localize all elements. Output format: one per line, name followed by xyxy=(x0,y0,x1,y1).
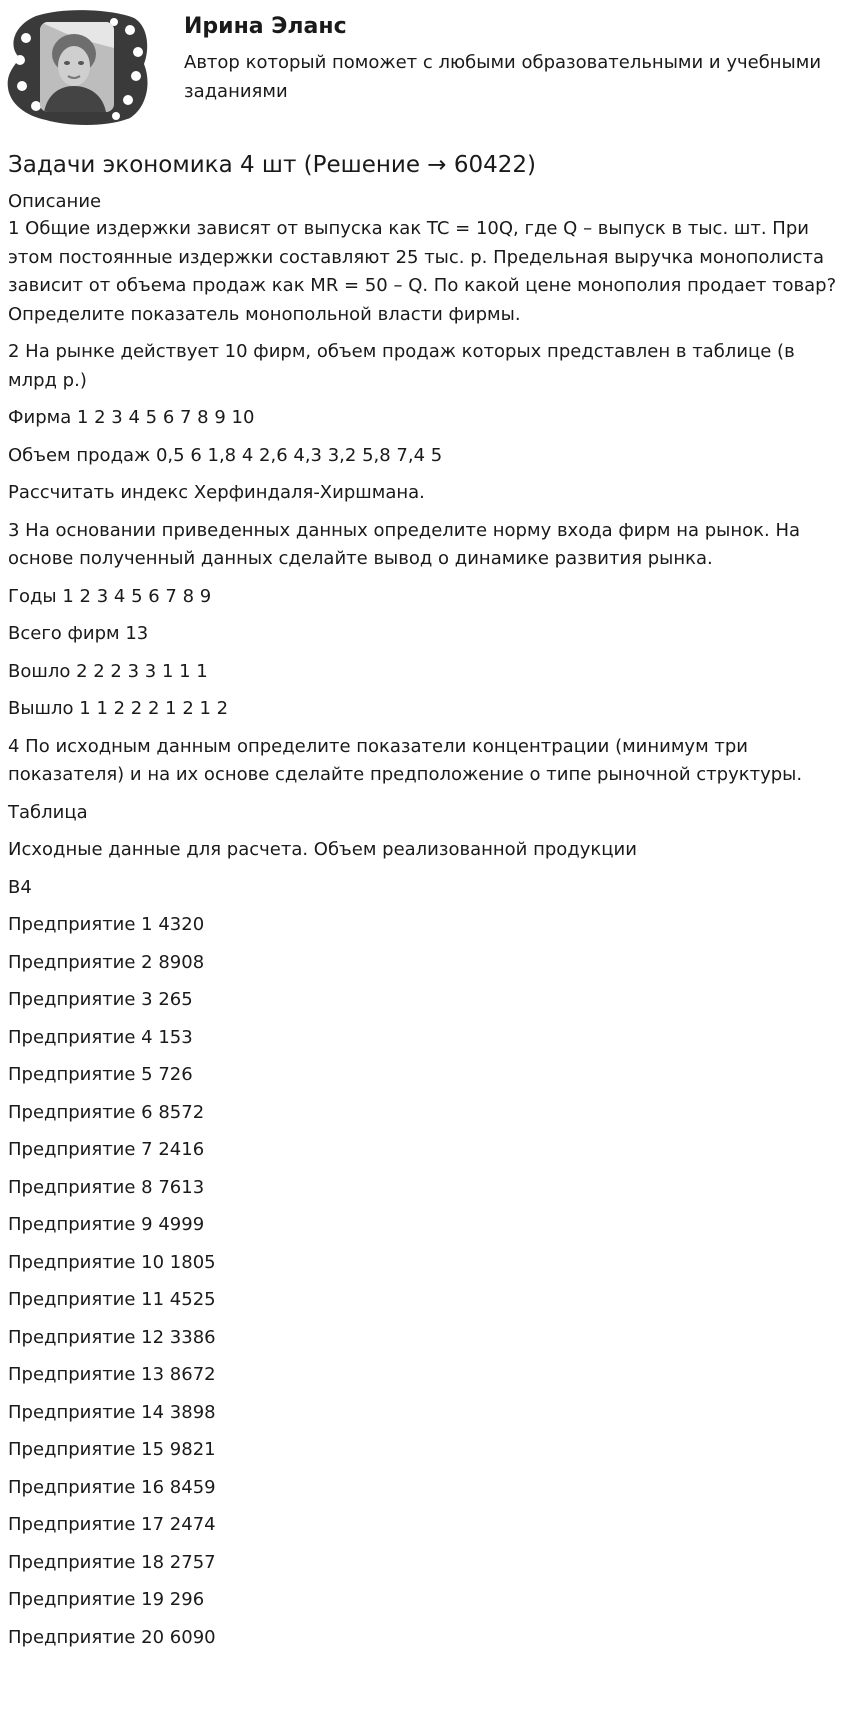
enterprise-row: Предприятие 2 8908 xyxy=(8,951,205,973)
description-label: Описание xyxy=(8,191,102,212)
entered-row: Вошло 2 2 2 3 3 1 1 1 xyxy=(8,660,208,682)
enterprise-row: Предприятие 9 4999 xyxy=(8,1214,205,1235)
enterprise-row: Предприятие 3 265 xyxy=(8,989,193,1010)
enterprise-row: Предприятие 13 8672 xyxy=(8,1364,216,1385)
task-4-text: 4 По исходным данным определите показатели концентрации (минимум три показателя) и на их основе сделайте предположение о типе рыночной структуры. xyxy=(8,735,803,785)
task-description xyxy=(8,215,838,1661)
enterprise-row: Предприятие 16 8459 xyxy=(8,1476,216,1498)
enterprise-row: Предприятие 8 7613 xyxy=(8,1176,205,1198)
enterprise-row: Предприятие 18 2757 xyxy=(8,1551,216,1573)
author-description: Автор который поможет с любыми образовательными и учебными заданиями xyxy=(184,52,822,102)
variant-label: В4 xyxy=(8,876,32,898)
enterprise-row: Предприятие 5 726 xyxy=(8,1064,193,1085)
exited-row: Вышло 1 1 2 2 2 1 2 1 2 xyxy=(8,698,229,719)
enterprise-row: Предприятие 20 6090 xyxy=(8,1626,216,1648)
table-caption: Исходные данные для расчета. Объем реализованной продукции xyxy=(8,839,637,860)
enterprise-row: Предприятие 6 8572 xyxy=(8,1101,205,1123)
enterprise-row: Предприятие 11 4525 xyxy=(8,1289,216,1310)
author-avatar xyxy=(6,8,150,128)
enterprise-row: Предприятие 14 3898 xyxy=(8,1401,216,1423)
page-title: Задачи экономика 4 шт (Решение → 60422) xyxy=(8,152,537,178)
enterprise-row: Предприятие 10 1805 xyxy=(8,1251,216,1273)
author-name[interactable]: Ирина Эланс xyxy=(184,14,347,39)
sales-row: Объем продаж 0,5 6 1,8 4 2,6 4,3 3,2 5,8 7,4 5 xyxy=(8,444,443,466)
enterprise-row: Предприятие 12 3386 xyxy=(8,1326,216,1348)
enterprise-row: Предприятие 7 2416 xyxy=(8,1139,205,1160)
task-3-text: 3 На основании приведенных данных определите норму входа фирм на рынок. На основе полученный данных сделайте вывод о динамике развития рынка. xyxy=(8,519,801,569)
task-1-text: 1 Общие издержки зависят от выпуска как TC = 10Q, где Q – выпуск в тыс. шт. При этом постоянные издержки составляют 25 тыс. р. Предельная выручка монополиста зависит от объема продаж как MR = 50 – Q. По какой цене монополия продает товар? Определите показатель монопольной власти фирмы. xyxy=(8,218,837,325)
enterprise-row: Предприятие 15 9821 xyxy=(8,1439,216,1460)
years-row: Годы 1 2 3 4 5 6 7 8 9 xyxy=(8,585,212,607)
enterprise-row: Предприятие 4 153 xyxy=(8,1026,193,1048)
enterprise-row: Предприятие 1 4320 xyxy=(8,914,205,935)
task-2-text: 2 На рынке действует 10 фирм, объем продаж которых представлен в таблице (в млрд р.) xyxy=(8,341,795,391)
enterprise-row: Предприятие 17 2474 xyxy=(8,1514,216,1535)
enterprise-row: Предприятие 19 296 xyxy=(8,1589,205,1610)
author-block xyxy=(0,0,847,135)
total-firms-row: Всего фирм 13 xyxy=(8,623,149,644)
task-2-question: Рассчитать индекс Херфиндаля-Хиршмана. xyxy=(8,482,425,503)
table-label: Таблица xyxy=(8,801,88,823)
firms-row: Фирма 1 2 3 4 5 6 7 8 9 10 xyxy=(8,407,255,428)
